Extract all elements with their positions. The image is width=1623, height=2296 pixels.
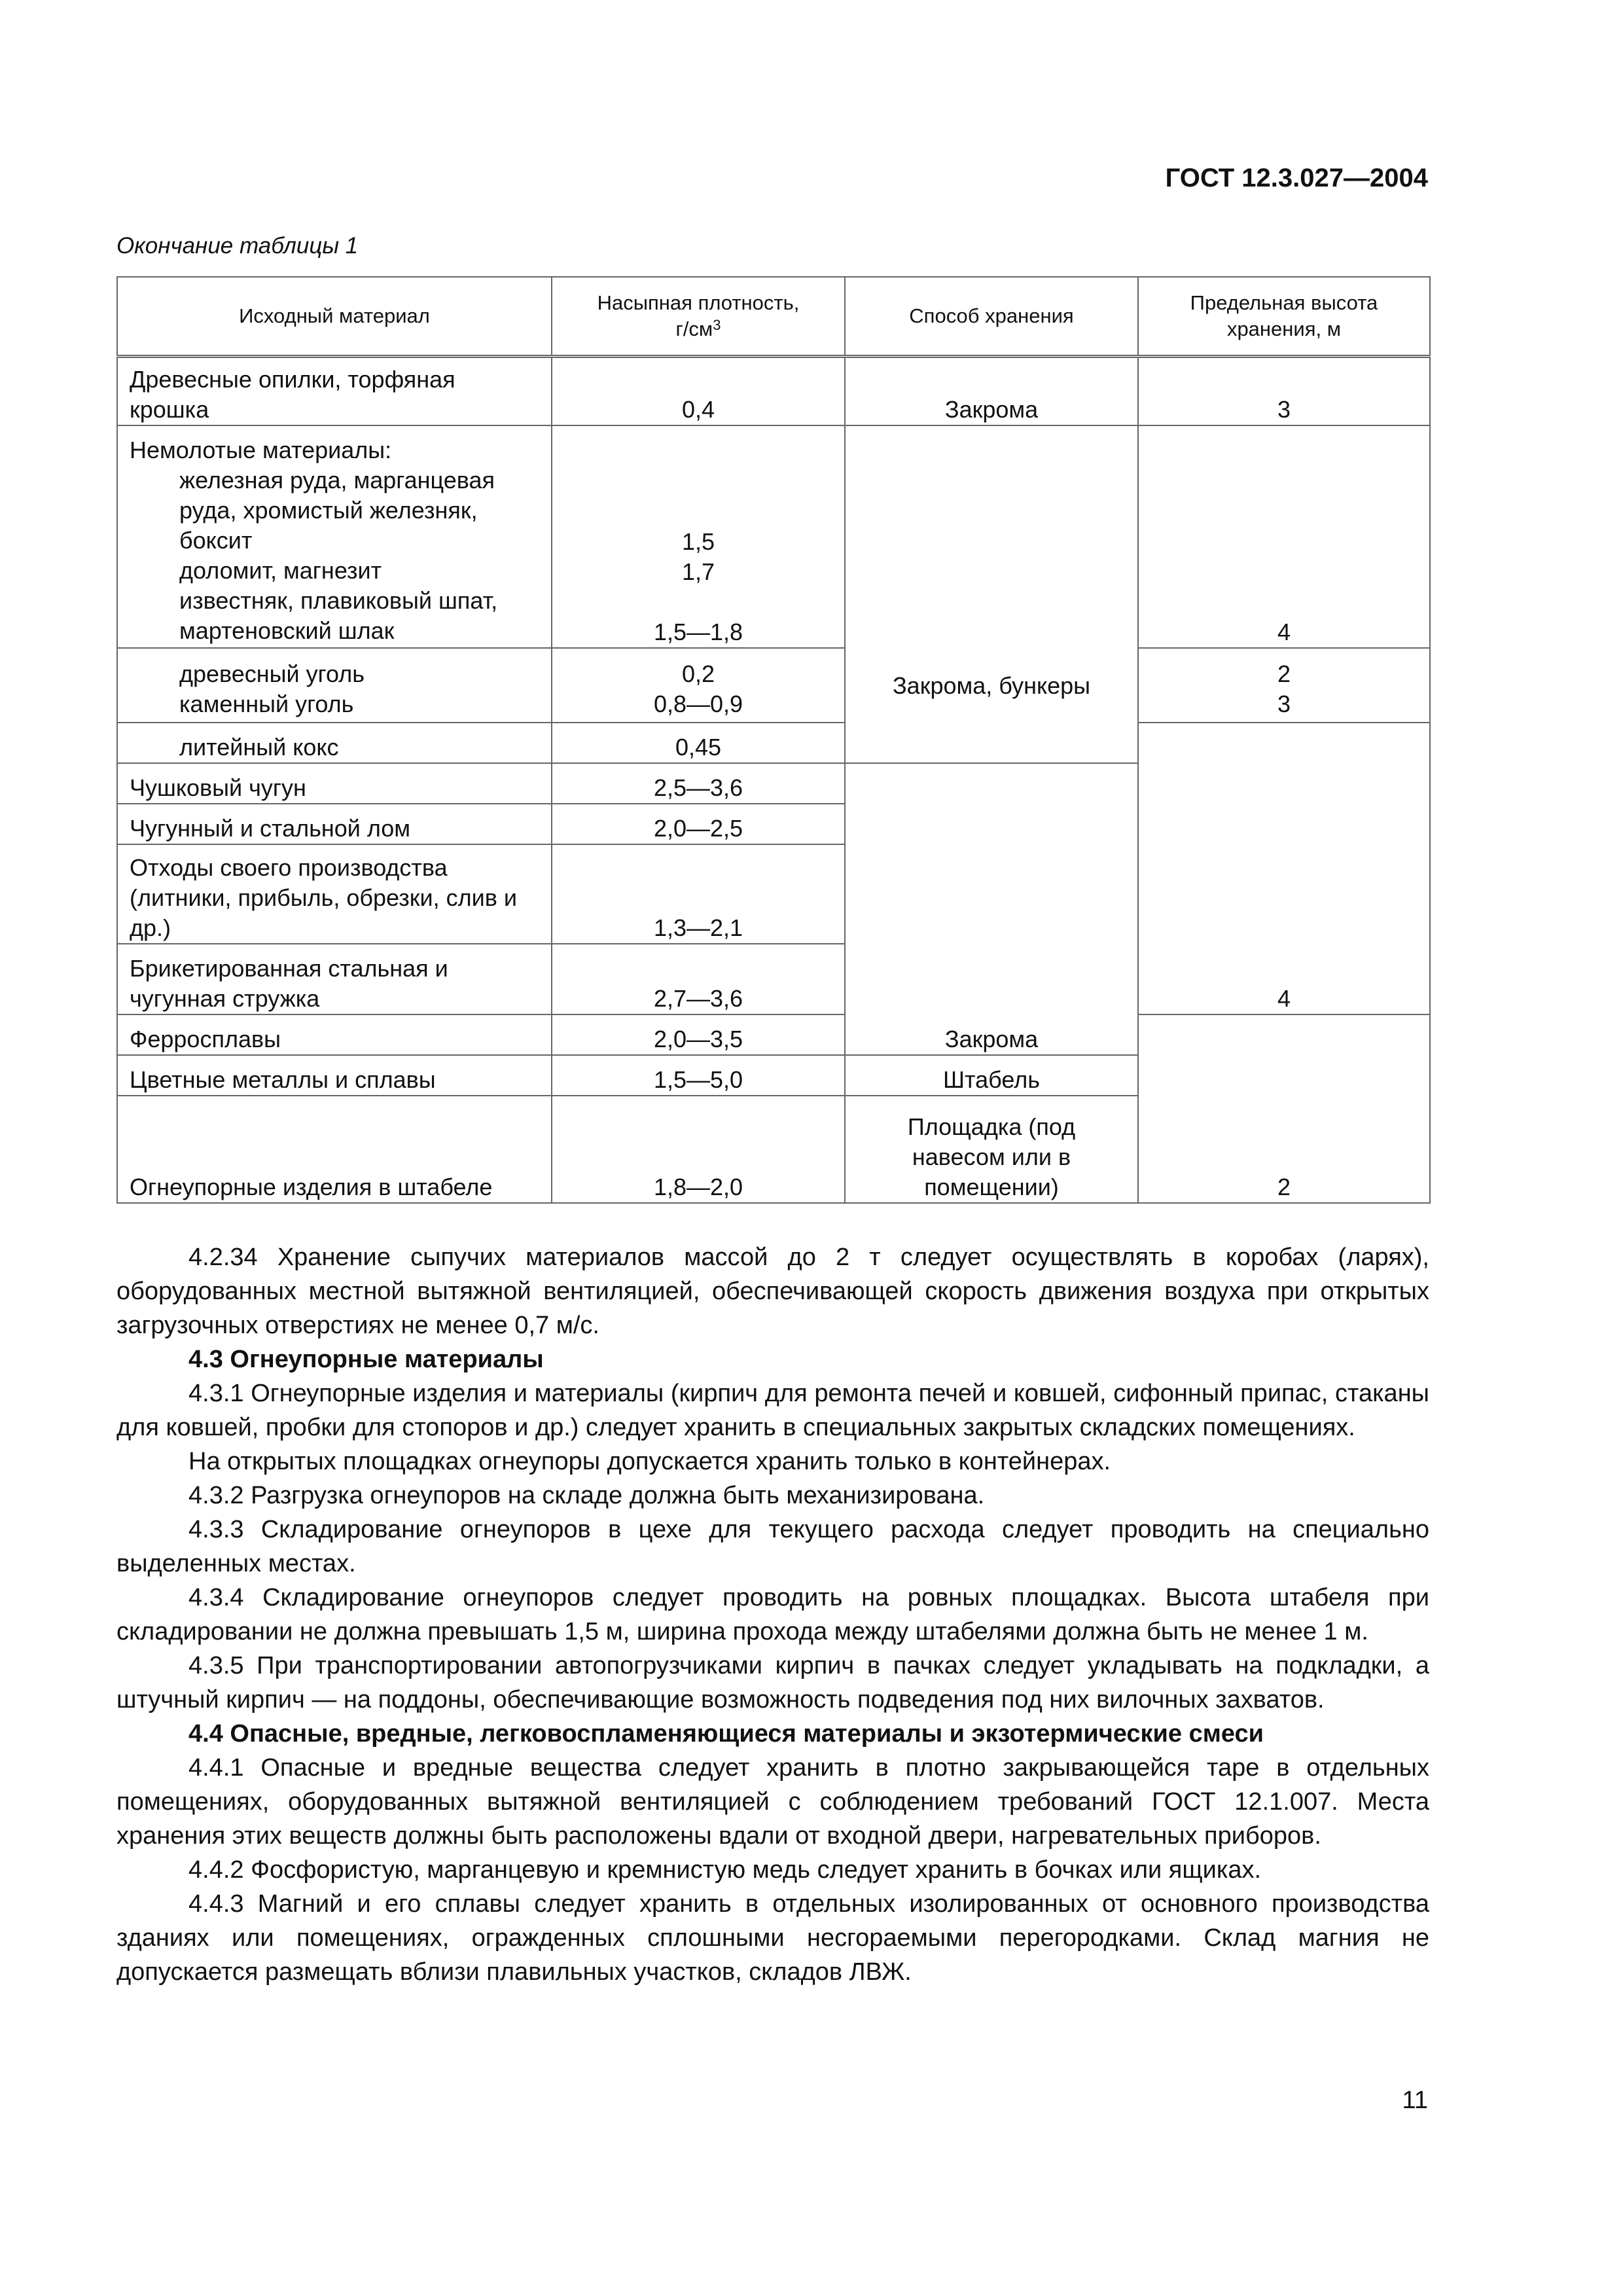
cell-method: Штабель [845, 1055, 1138, 1096]
paragraph-4-3-2: 4.3.2 Разгрузка огнеупоров на складе должна быть механизирована. [188, 1482, 985, 1509]
cell-density: 2,7—3,6 [552, 944, 845, 1014]
paragraph-4-3-3: 4.3.3 Складирование огнеупоров в цехе для текущего расхода следует проводить на специально выделенных местах. [116, 1516, 1429, 1577]
cell-material: Чугунный и стальной лом [117, 804, 552, 844]
header-density-sup: 3 [713, 317, 721, 333]
paragraph-4-3-1-b: На открытых площадках огнеупоры допускается хранить только в контейнерах. [188, 1448, 1111, 1475]
header-method: Способ хранения [845, 277, 1138, 357]
cell-material: литейный кокс [117, 723, 552, 763]
table-row [117, 357, 1430, 426]
group-title: Немолотые материалы: [130, 437, 392, 463]
subitem-limestone: известняк, плавиковый шпат, мартеновский шлак [179, 587, 498, 644]
storage-table [116, 276, 1431, 1204]
header-density-line1: Насыпная плотность, [597, 291, 800, 314]
cell-density: 0,45 [552, 723, 845, 763]
header-density [552, 277, 845, 357]
density-ore: 1,5 [681, 528, 715, 555]
table-caption: Окончание таблицы 1 [116, 233, 359, 259]
subitem-charcoal: древесный уголь [179, 660, 365, 687]
cell-method: Закрома, бункеры [845, 425, 1138, 763]
density-limestone: 1,5—1,8 [653, 619, 743, 645]
section-heading-4-3: 4.3 Огнеупорные материалы [188, 1346, 544, 1373]
cell-density: 1,8—2,0 [552, 1096, 845, 1203]
paragraph-4-3-5: 4.3.5 При транспортировании автопогрузчиками кирпич в пачках следует укладывать на подкладки, а штучный кирпич — на поддоны, обеспечивающие возможность подведения под них вилочных захватов. [116, 1652, 1429, 1713]
subitem-ore: железная руда, марганцевая руда, хромистый железняк, боксит [179, 467, 495, 554]
table-row [117, 1014, 1430, 1055]
cell-density: 1,5—5,0 [552, 1055, 845, 1096]
header-density-line2: г/см [675, 317, 713, 340]
cell-density: 2,0—3,5 [552, 1014, 845, 1055]
paragraph-4-3-4: 4.3.4 Складирование огнеупоров следует проводить на ровных площадках. Высота штабеля при складировании не должна превышать 1,5 м, ширина прохода между штабелями должна быть не менее 1 м. [116, 1584, 1429, 1645]
cell-material: Древесные опилки, торфяная крошка [117, 357, 552, 426]
cell-density: 2,5—3,6 [552, 763, 845, 804]
subitem-dolomite: доломит, магнезит [179, 557, 382, 584]
page-number: 11 [1402, 2087, 1428, 2114]
cell-material: Цветные металлы и сплавы [117, 1055, 552, 1096]
paragraph-4-4-1: 4.4.1 Опасные и вредные вещества следует хранить в плотно закрывающейся таре в отдельных помещениях, оборудованных вытяжной вентиляцией с соблюдением требований ГОСТ 12.1.007. Места хранения этих веществ должны быть расположены вдали от входной двери, нагревательных приборов. [116, 1754, 1429, 1850]
cell-height: 2 3 [1138, 648, 1430, 723]
cell-material: Огнеупорные изделия в штабеле [117, 1096, 552, 1203]
cell-height: 4 [1138, 425, 1430, 648]
paragraph-4-3-1: 4.3.1 Огнеупорные изделия и материалы (кирпич для ремонта печей и ковшей, сифонный припас, стаканы для ковшей, пробки для стопоров и др.) следует хранить в специальных закрытых складских помещениях. [116, 1380, 1429, 1441]
header-height: Предельная высота хранения, м [1138, 277, 1430, 357]
cell-material: Чушковый чугун [117, 763, 552, 804]
cell-density [552, 425, 845, 648]
table-row [117, 723, 1430, 763]
cell-method: Площадка (под навесом или в помещении) [845, 1096, 1138, 1203]
cell-density: 1,3—2,1 [552, 844, 845, 944]
table-row [117, 425, 1430, 648]
standard-designation: ГОСТ 12.3.027—2004 [1165, 164, 1428, 192]
paragraph-4-4-2: 4.4.2 Фосфористую, марганцевую и кремнистую медь следует хранить в бочках или ящиках. [188, 1856, 1262, 1884]
cell-height: 3 [1138, 357, 1430, 426]
cell-material: Ферросплавы [117, 1014, 552, 1055]
cell-material [117, 648, 552, 723]
density-dolomite: 1,7 [681, 558, 715, 585]
section-heading-4-4: 4.4 Опасные, вредные, легковоспламеняющиеся материалы и экзотермические смеси [188, 1720, 1264, 1748]
cell-method: Закрома [845, 763, 1138, 1055]
cell-material [117, 425, 552, 648]
paragraph-4-2-34: 4.2.34 Хранение сыпучих материалов массой до 2 т следует осуществлять в коробах (ларях), оборудованных местной вытяжной вентиляцией, обеспечивающей скорость движения воздуха при открытых загрузочных отверстиях не менее 0,7 м/с. [116, 1244, 1429, 1339]
cell-material: Брикетированная стальная и чугунная стружка [117, 944, 552, 1014]
cell-material: Отходы своего производства (литники, прибыль, обрезки, слив и др.) [117, 844, 552, 944]
table-header-row [117, 277, 1430, 357]
table-row [117, 648, 1430, 723]
cell-method: Закрома [845, 357, 1138, 426]
cell-density: 0,4 [552, 357, 845, 426]
cell-density: 2,0—2,5 [552, 804, 845, 844]
body-text [116, 1240, 1429, 1989]
cell-height: 2 [1138, 1014, 1430, 1203]
subitem-coal: каменный уголь [179, 691, 354, 717]
cell-height: 4 [1138, 723, 1430, 1014]
cell-density: 0,2 0,8—0,9 [552, 648, 845, 723]
header-material: Исходный материал [117, 277, 552, 357]
paragraph-4-4-3: 4.4.3 Магний и его сплавы следует хранить в отдельных изолированных от основного производства зданиях или помещениях, огражденных сплошными несгораемыми перегородками. Склад магния не допускается размещать вблизи плавильных участков, складов ЛВЖ. [116, 1890, 1429, 1986]
